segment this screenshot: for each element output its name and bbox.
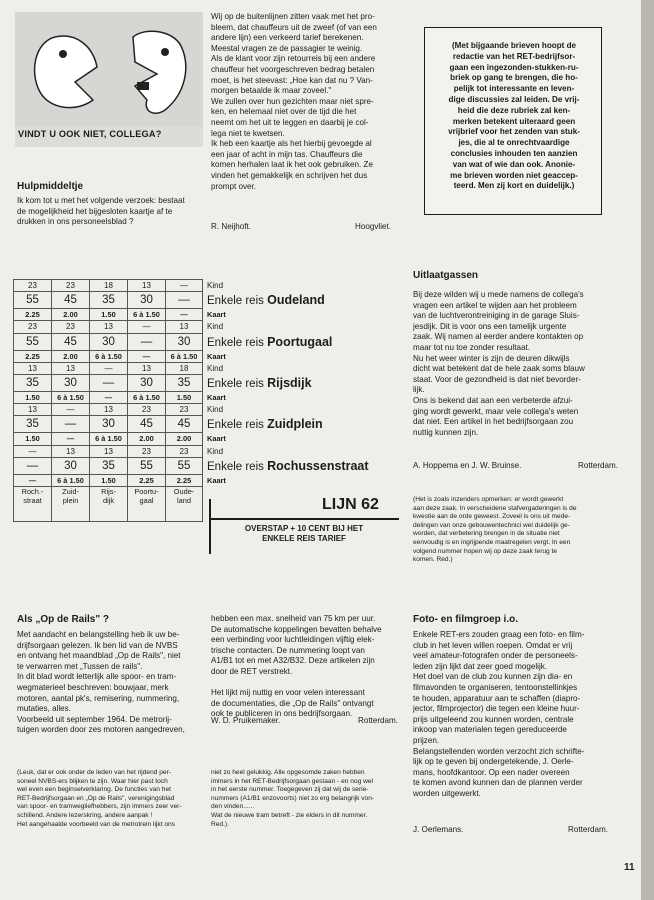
letter-body: Wij op de buitenlijnen zitten vaak met het pro- bleem, dat chauffeurs uit de zweef (of van een andere lijn) een verkeerd tarief berekenen. Meestal vragen ze de passagier te weinig. Als de klant voor zijn retourreis bij een andere chauffeur het voorgeschreven bedrag betalen moet, is het steevast: „Hoe kan dat nu ? Van- morgen betaalde ik maar zoveel." We zullen over hun gezichten maar niet spre- ken, en helemaal niet over de tijd die het neemt om het uit te leggen en daarbij je col- lega niet te kwetsen. Ik heb een kaartje als het hierbij gevoegde al een jaar of acht in mijn tas. Chauffeurs die komen herhalen laat ik het ook gebruiken. Ze vinden het gemakkelijk en schrijven het dus prompt over. (211, 12, 377, 191)
fare-cell: 13 (14, 404, 52, 416)
fare-cell: 6 à 1.50 (166, 350, 203, 362)
row-type-label: Kind (207, 405, 224, 415)
faces-illustration (15, 12, 203, 127)
fare-cell: 6 à 1.50 (90, 350, 128, 362)
row-type-label: Kind (207, 446, 224, 456)
rails-col1: Met aandacht en belangstelling heb ik uw be- drijfsorgaan gelezen. Ik ben lid van de NVBS en ontvang het maandblad „Op de Rails", niet te verwarren met „Tussen de rails". In dit blad wordt letterlijk alle spoor- en tram- wegmaterieel beschreven: bouwjaar, merk motoren, aantal pk's, remisering, nummering, mutaties, alles. Voorbeeld uit september 1964. De metrorij- tuigen worden door zes motoren aangedreven, (17, 630, 185, 735)
fare-row-kind (14, 321, 400, 333)
fare-cell: 6 à 1.50 (90, 433, 128, 445)
fare-row-kaart (14, 350, 400, 362)
fare-cell: 2.25 (166, 474, 203, 486)
foto-body: Enkele RET-ers zouden graag een foto- en film- club in het leven willen roepen. Omdat er vrij veel amateur-fotografen onder de personeels- leden zijn lijkt dat zeer goed mogelijk. Het doel van de club zou kunnen zijn dia- en filmavonden te organiseren, tentoonstellinkjes te houden, apparatuur aan te schaffen (diapro- jector, filmprojector) die tegen een kleine huur- prijs uitgeleend zou kunnen worden, centrale inkoop van materialen tegen gereduceerde prijzen. Belangstellenden worden verzocht zich schrifte- lijk op te geven bij ondergetekende, J. Oerle- mans, hoofdkantoor. Op een nader overeen te komen avond kunnen dan de plannen verder worden uitgewerkt. (413, 630, 585, 798)
fare-cell: — (14, 457, 52, 474)
stop-name: Poortugaal (267, 334, 333, 349)
fare-cell: 45 (52, 333, 90, 350)
fare-cell: 6 à 1.50 (52, 391, 90, 403)
fare-cell: 30 (166, 333, 203, 350)
fare-row-enkele (14, 457, 400, 474)
rails-place: Rotterdam. (358, 716, 399, 725)
hulpmiddeltje-body: Ik kom tot u met het volgende verzoek: bestaat de mogelijkheid het bijgesloten kaartje af te drukken in ons personeelsblad ? (17, 196, 185, 227)
fare-cell: 23 (166, 404, 203, 416)
fare-cell: 30 (128, 374, 166, 391)
fare-cell: — (90, 374, 128, 391)
fare-row-enkele (14, 292, 400, 309)
page-number: 11 (624, 862, 635, 873)
fare-cell: — (14, 474, 52, 486)
editorial-notice-text: (Met bijgaande brieven hoopt de redactie van het RET-bedrijfsor- gaan een ingezonden-stukken-ru- briek op gang te brengen, die ho- pelijk tot interessante en leven- dige discussies zal leiden. De vrij- heid die deze rubriek zal ken- merken betekent uiteraard geen vrijbrief voor het zenden van stuk- jes, die al te onrechtvaardige conclusies inhouden ten aanzien van wat of wie dan ook. Anonie- me brieven worden niet geaccep- teerd. Men zij kort en duidelijk.) (448, 41, 580, 191)
fare-cell: 2.00 (128, 433, 166, 445)
column-stop-header: Poortu- gaal (128, 486, 166, 521)
fare-cell: 35 (14, 374, 52, 391)
fare-cell: — (166, 309, 203, 321)
table-divider-horizontal (209, 518, 399, 520)
stop-name: Oudeland (267, 293, 325, 308)
letter-place: Hoogvliet. (355, 222, 391, 231)
row-type-label: Kaart (207, 310, 226, 320)
rails-reply-col2: niet zo heel gelukkig. Alle opgesomde zaken hebben immers in het RET-Bedrijfsorgaan gestaan - en nog wel in het eerste nummer. Toegegeven zij dat wij de serie- nummers (A1/B1 enzovoorts) niet zo erg belangrijk von- den vinden...... Wat de nieuwe tram betreft - zie elders in dit nummer. Red.). (211, 769, 375, 828)
fare-cell: — (52, 404, 90, 416)
hulpmiddeltje-title: Hulpmiddeltje (17, 181, 84, 192)
row-type-label: Enkele reis (207, 377, 264, 390)
row-type-label: Kind (207, 322, 224, 332)
fare-cell: 13 (90, 321, 128, 333)
fare-cell: 30 (90, 333, 128, 350)
fare-cell: 2.00 (52, 350, 90, 362)
row-type-label: Kaart (207, 351, 226, 361)
fare-row-label (203, 350, 400, 362)
fare-cell: — (14, 445, 52, 457)
fare-row-enkele (14, 416, 400, 433)
fare-row-enkele (14, 333, 400, 350)
rails-col2: hebben een max. snelheid van 75 km per uur. De automatische koppelingen bevatten behalve een verbinding voor luchtleidingen vijftig elek- trische contacten. De nummering loopt van A1/B1 tot en met A32/B32. Deze artikelen zijn door de RET verstrekt. Het lijkt mij nuttig en voor velen interessant de documentaties, die „Op de Rails" ontvangt ook te publiceren in ons bedrijfsorgaan. (211, 614, 382, 719)
stop-name: Rochussenstraat (267, 458, 369, 473)
fare-cell: 13 (90, 404, 128, 416)
letter-author: R. Neijhoft. (211, 222, 252, 231)
fare-row-kaart (14, 391, 400, 403)
fare-note: OVERSTAP + 10 CENT BIJ HET ENKELE REIS TARIEF (244, 524, 364, 543)
table-divider-vertical (209, 499, 211, 554)
row-type-label: Kaart (207, 393, 226, 403)
fare-cell: 13 (166, 321, 203, 333)
fare-cell: 45 (52, 292, 90, 309)
fare-cell: — (90, 391, 128, 403)
fare-cell: 23 (14, 321, 52, 333)
row-type-label: Enkele reis (207, 419, 264, 432)
row-type-label: Kind (207, 363, 224, 373)
stop-name: Zuidplein (267, 417, 323, 432)
uitlaatgassen-place: Rotterdam. (578, 461, 619, 470)
fare-cell: 30 (128, 292, 166, 309)
fare-cell: 13 (52, 362, 90, 374)
fare-cell: 2.25 (128, 474, 166, 486)
fare-cell: 13 (90, 445, 128, 457)
column-stop-header: Zuid- plein (52, 486, 90, 521)
fare-cell: — (90, 362, 128, 374)
foto-place: Rotterdam. (568, 825, 609, 834)
fare-cell: 18 (90, 280, 128, 292)
fare-cell: 30 (52, 457, 90, 474)
fare-cell: 55 (14, 333, 52, 350)
fare-cell: 30 (52, 374, 90, 391)
fare-cell: 55 (14, 292, 52, 309)
row-type-label: Enkele reis (207, 295, 264, 308)
fare-cell: 6 à 1.50 (52, 474, 90, 486)
fare-cell: 23 (52, 321, 90, 333)
header-illustration (15, 12, 203, 147)
fare-cell: 45 (128, 416, 166, 433)
fare-cell: 13 (14, 362, 52, 374)
row-type-label: Enkele reis (207, 460, 264, 473)
fare-row-enkele (14, 374, 400, 391)
fare-cell: 23 (166, 445, 203, 457)
foto-author: J. Oerlemans. (413, 825, 464, 834)
fare-cell: 1.50 (166, 391, 203, 403)
column-stop-header: Oude- land (166, 486, 203, 521)
fare-cell: 55 (128, 457, 166, 474)
fare-cell: — (166, 280, 203, 292)
uitlaatgassen-title: Uitlaatgassen (413, 270, 479, 281)
fare-cell: 30 (90, 416, 128, 433)
fare-cell: 35 (90, 457, 128, 474)
fare-row-label (203, 333, 400, 350)
fare-cell: — (166, 292, 203, 309)
fare-row-label (203, 292, 400, 309)
fare-row-label (203, 445, 400, 457)
fare-row-label (203, 404, 400, 416)
fare-cell: 45 (166, 416, 203, 433)
fare-row-kind (14, 280, 400, 292)
fare-row-label (203, 416, 400, 433)
rails-title: Als „Op de Rails" ? (17, 614, 109, 625)
fare-cell: 1.50 (90, 309, 128, 321)
row-type-label: Kaart (207, 434, 226, 444)
fare-cell: 13 (52, 445, 90, 457)
fare-cell: 55 (166, 457, 203, 474)
fare-row-label (203, 474, 400, 486)
fare-cell: 2.00 (166, 433, 203, 445)
fare-cell: 23 (128, 404, 166, 416)
fare-cell: 2.00 (52, 309, 90, 321)
fare-row-kaart (14, 433, 400, 445)
stop-name: Rijsdijk (267, 375, 312, 390)
fare-cell: 13 (128, 362, 166, 374)
rails-author: W. D. Pruikemaker. (211, 716, 281, 725)
fare-row-label (203, 309, 400, 321)
fare-cell: 1.50 (14, 391, 52, 403)
column-stop-header: Rijs- dijk (90, 486, 128, 521)
fare-row-label (203, 374, 400, 391)
row-type-label: Kind (207, 281, 224, 291)
fare-cell: 2.25 (14, 350, 52, 362)
fare-cell: — (52, 433, 90, 445)
fare-cell: 23 (128, 445, 166, 457)
fare-cell: — (52, 416, 90, 433)
rails-reply-col1: (Leuk, dat er ook onder de leden van het rijdend per- soneel NVBS-ers blijken te zijn. Waar hier past toch wel even een beginselverklaring. De functies van het RET-Bedrijfsorgaan en „Op de Rails", verenigingsblad van spoor- en tramwegliefhebbers, zijn immers zeer ver- schillend. Andere lezerskring, andere aanpak ! Het aangehaalde voorbeeld van de metrotrein lijkt ons (17, 769, 182, 828)
fare-cell: 23 (14, 280, 52, 292)
fare-cell: 35 (90, 292, 128, 309)
uitlaatgassen-author: A. Hoppema en J. W. Bruinse. (413, 461, 522, 470)
fare-cell: — (128, 350, 166, 362)
fare-cell: 1.50 (14, 433, 52, 445)
page-spine-shadow (641, 0, 654, 900)
uitlaatgassen-reply: (Het is zoals inzenders opmerken: er wordt gewerkt aan deze zaak. In verscheidene stafvergaderingen is de kwestie aan de orde geweest. Zoveel is ons uit mede- delingen van onze gebouwentechnici wel duidelijk ge- worden, dat verbetering brengen in de situatie niet eenvoudig is en ingrijpende maatregelen vergt. In een volgend nummer hopen wij op deze zaak terug te komen. Red.) (413, 496, 577, 564)
fare-row-label (203, 321, 400, 333)
fare-row-label (203, 362, 400, 374)
fare-cell: 6 à 1.50 (128, 309, 166, 321)
fare-cell: 18 (166, 362, 203, 374)
fare-row-kind (14, 445, 400, 457)
fare-cell: 13 (128, 280, 166, 292)
fare-cell: — (128, 333, 166, 350)
fare-cell: 35 (166, 374, 203, 391)
fare-table (13, 279, 400, 522)
row-type-label: Kaart (207, 475, 226, 485)
fare-cell: 1.50 (90, 474, 128, 486)
fare-cell: 6 à 1.50 (128, 391, 166, 403)
fare-cell: 23 (52, 280, 90, 292)
fare-row-label (203, 391, 400, 403)
fare-row-label (203, 457, 400, 474)
line-title: LIJN 62 (322, 496, 379, 513)
fare-cell: — (128, 321, 166, 333)
row-type-label: Enkele reis (207, 336, 264, 349)
foto-title: Foto- en filmgroep i.o. (413, 614, 518, 625)
fare-row-kind (14, 362, 400, 374)
fare-cell: 2.25 (14, 309, 52, 321)
fare-row-kind (14, 404, 400, 416)
fare-row-kaart (14, 309, 400, 321)
uitlaatgassen-body: Bij deze wilden wij u mede namens de collega's vragen een artikel te wijden aan het probleem van de luchtverontreiniging in de garage Sluis- jesdijk. Dit is voor ons een tamelijk urgente zaak. Wij namen al eerder andere kontakten op maar tot nu toe zonder resultaat. Nu het weer winter is zijn de deuren dikwijls dicht wat betekent dat de hele zaak soms blauw staat. Voor de gezondheid is dat niet bevorder- lijk. Ons is bekend dat aan een verbeterde afzui- ging wordt gewerkt, maar vele collega's weten dat niet. Een artikel in het bedrijfsorgaan zou nuttig kunnen zijn. (413, 290, 585, 437)
column-stop-header: Roch.- straat (14, 486, 52, 521)
fare-row-label (203, 280, 400, 292)
header-caption: VINDT U OOK NIET, COLLEGA? (18, 129, 162, 139)
fare-cell: 35 (14, 416, 52, 433)
fare-row-kaart (14, 474, 400, 486)
fare-row-label (203, 433, 400, 445)
